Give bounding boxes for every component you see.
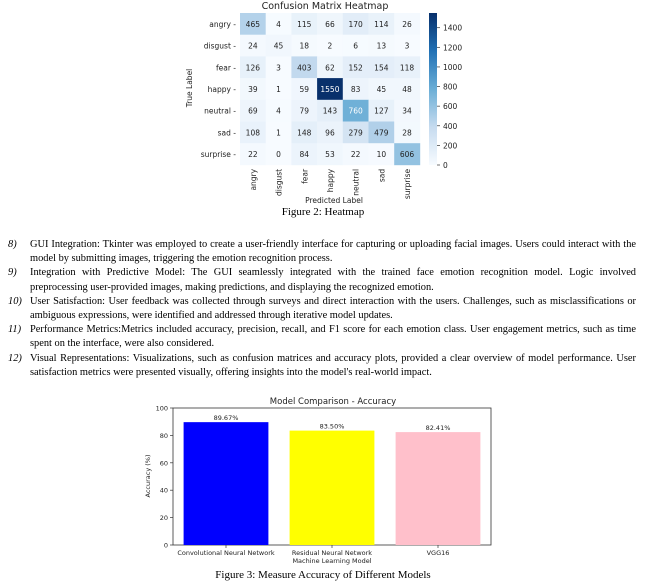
heatmap-colorbar bbox=[429, 13, 437, 165]
heatmap-cell-value: 279 bbox=[348, 128, 363, 138]
heatmap-row-label: angry - bbox=[209, 19, 236, 29]
heatmap-cell-value: 108 bbox=[245, 128, 261, 138]
y-tick-label: 60 bbox=[159, 459, 168, 468]
heatmap-cell-value: 465 bbox=[245, 19, 261, 29]
heatmap-cell-value: 2 bbox=[327, 41, 333, 51]
bar-chart-title: Model Comparison - Accuracy bbox=[269, 397, 397, 407]
heatmap-row-label: neutral - bbox=[204, 106, 236, 116]
heatmap-cell-value: 170 bbox=[348, 19, 363, 29]
list-item-text: User Satisfaction: User feedback was collected through surveys and direct interaction with the users. Challenges, such as misclassifications or ambiguous expressions, were identified and addressed through iterative model updates. bbox=[30, 295, 636, 322]
y-tick-label: 100 bbox=[155, 404, 168, 413]
bar-chart-y-axis-label: Accuracy (%) bbox=[144, 454, 152, 498]
list-item-number: 11) bbox=[8, 324, 22, 336]
heatmap-cell-value: 59 bbox=[299, 84, 310, 94]
heatmap-cell-value: 1 bbox=[276, 128, 281, 138]
confusion-matrix-heatmap bbox=[0, 0, 646, 205]
heatmap-cell-value: 479 bbox=[374, 128, 389, 138]
bar bbox=[396, 432, 481, 545]
colorbar-tick-label: 600 bbox=[443, 102, 458, 112]
heatmap-x-axis-label: Predicted Label bbox=[305, 196, 363, 205]
heatmap-cell-value: 45 bbox=[273, 41, 284, 51]
heatmap-cell-value: 66 bbox=[325, 19, 335, 29]
colorbar-tick-label: 200 bbox=[443, 141, 458, 151]
bar-value-label: 89.67% bbox=[213, 414, 239, 423]
heatmap-row-label: happy - bbox=[207, 84, 236, 94]
heatmap-cell-value: 148 bbox=[297, 128, 312, 138]
y-tick-label: 40 bbox=[159, 486, 168, 495]
y-tick-label: 20 bbox=[159, 514, 168, 523]
list-item-number: 10) bbox=[8, 295, 22, 307]
list-item-text: Performance Metrics:Metrics included accuracy, precision, recall, and F1 score for each emotion class. User engagement metrics, such as time spent on the interface, were also considered. bbox=[30, 324, 636, 350]
heatmap-cell-value: 115 bbox=[297, 19, 312, 29]
heatmap-cell-value: 403 bbox=[297, 63, 312, 73]
heatmap-cell-value: 3 bbox=[276, 63, 281, 73]
heatmap-cell-value: 6 bbox=[353, 41, 359, 51]
heatmap-col-label: angry bbox=[248, 168, 258, 191]
list-item bbox=[8, 352, 636, 380]
colorbar-tick-label: 400 bbox=[443, 121, 458, 131]
heatmap-cell-value: 154 bbox=[374, 63, 389, 73]
list-item bbox=[8, 323, 636, 351]
heatmap-row-label: sad - bbox=[217, 128, 236, 138]
list-item-text: GUI Integration: Tkinter was employed to create a user-friendly interface for capturing or uploading facial images. Users could interact with the model by submitting images, triggering the emotion recognition process. bbox=[30, 239, 636, 265]
heatmap-cell-value: 62 bbox=[325, 63, 335, 73]
heatmap-cell-value: 143 bbox=[322, 106, 338, 116]
heatmap-cell-value: 18 bbox=[299, 41, 310, 51]
heatmap-cell-value: 1 bbox=[276, 84, 281, 94]
heatmap-col-label: happy bbox=[325, 168, 335, 193]
heatmap-cell-value: 10 bbox=[376, 150, 387, 160]
heatmap-cell-value: 152 bbox=[348, 63, 363, 73]
heatmap-row-label: disgust - bbox=[203, 41, 236, 51]
heatmap-y-axis-label: True Label bbox=[185, 68, 194, 108]
colorbar-tick-label: 1000 bbox=[443, 62, 463, 72]
heatmap-title: Confusion Matrix Heatmap bbox=[261, 1, 389, 12]
list-item-number: 8) bbox=[8, 239, 17, 250]
heatmap-cell-value: 13 bbox=[376, 41, 387, 51]
heatmap-cell-value: 45 bbox=[376, 84, 387, 94]
heatmap-cell-value: 127 bbox=[374, 106, 389, 116]
heatmap-cell-value: 760 bbox=[348, 106, 363, 116]
colorbar-tick-label: 1400 bbox=[443, 23, 463, 33]
heatmap-cell-value: 114 bbox=[374, 19, 389, 29]
list-item-number: 12) bbox=[8, 352, 22, 364]
list-item bbox=[8, 238, 636, 266]
heatmap-col-label: surprise bbox=[403, 168, 413, 200]
heatmap-cell-value: 0 bbox=[276, 150, 281, 160]
bar-chart-x-axis-label: Machine Learning Model bbox=[292, 557, 372, 565]
heatmap-cell-value: 126 bbox=[245, 63, 261, 73]
bar bbox=[290, 431, 375, 545]
heatmap-cell-value: 48 bbox=[402, 84, 412, 94]
colorbar-tick-label: 0 bbox=[443, 161, 448, 170]
bar-value-label: 82.41% bbox=[425, 424, 451, 433]
list-item bbox=[8, 295, 636, 323]
heatmap-cell-value: 606 bbox=[399, 150, 415, 160]
list-item-text: Integration with Predictive Model: The GUI seamlessly integrated with the trained face emotion recognition model. Logic involved preprocessing user-provided images, making predictions, and displaying the recognized emotion. bbox=[30, 267, 636, 293]
heatmap-cell-value: 26 bbox=[402, 19, 412, 29]
heatmap-cell-value: 69 bbox=[248, 106, 258, 116]
x-tick-label: VGG16 bbox=[426, 549, 450, 557]
x-tick-label: Residual Neural Network bbox=[291, 549, 373, 557]
heatmap-cell-value: 3 bbox=[404, 41, 410, 51]
heatmap-col-label: disgust bbox=[274, 168, 284, 197]
numbered-list bbox=[8, 238, 636, 380]
y-tick-label: 80 bbox=[159, 431, 168, 440]
heatmap-cell-value: 83 bbox=[350, 84, 361, 94]
heatmap-col-label: sad bbox=[377, 168, 387, 183]
heatmap-cell-value: 34 bbox=[402, 106, 412, 116]
heatmap-cell-value: 53 bbox=[325, 150, 335, 160]
heatmap-cell-value: 39 bbox=[248, 84, 258, 94]
heatmap-cell-value: 4 bbox=[276, 106, 281, 116]
heatmap-cell-value: 24 bbox=[248, 41, 258, 51]
heatmap-cell-value: 79 bbox=[299, 106, 310, 116]
heatmap-cell-value: 96 bbox=[325, 128, 335, 138]
heatmap-col-label: neutral bbox=[351, 168, 361, 196]
figure-3-caption: Figure 3: Measure Accuracy of Different Models bbox=[215, 569, 431, 581]
heatmap-cell-value: 22 bbox=[248, 150, 258, 160]
x-tick-label: Convolutional Neural Network bbox=[177, 549, 275, 557]
list-item bbox=[8, 266, 636, 294]
heatmap-row-label: surprise - bbox=[200, 150, 236, 160]
bar-value-label: 83.50% bbox=[319, 422, 345, 431]
colorbar-tick-label: 1200 bbox=[443, 43, 463, 53]
heatmap-col-label: fear bbox=[300, 168, 310, 184]
heatmap-cell-value: 1550 bbox=[320, 84, 340, 94]
heatmap-cell-value: 118 bbox=[399, 63, 415, 73]
model-accuracy-bar-chart bbox=[0, 393, 646, 569]
heatmap-cell-value: 22 bbox=[350, 150, 361, 160]
list-item-text: Visual Representations: Visualizations, such as confusion matrices and accuracy plots, provided a clear overview of model performance. User satisfaction metrics were presented visually, offering insights into the model's real-world impact. bbox=[30, 352, 636, 378]
y-tick-label: 0 bbox=[163, 541, 168, 550]
heatmap-cell-value: 28 bbox=[402, 128, 412, 138]
figure-2-caption: Figure 2: Heatmap bbox=[281, 206, 365, 218]
heatmap-cell-value: 84 bbox=[299, 150, 310, 160]
bar bbox=[184, 422, 269, 545]
heatmap-row-label: fear - bbox=[215, 63, 236, 73]
colorbar-tick-label: 800 bbox=[443, 82, 458, 92]
list-item-number: 9) bbox=[8, 267, 17, 279]
heatmap-cell-value: 4 bbox=[276, 19, 281, 29]
